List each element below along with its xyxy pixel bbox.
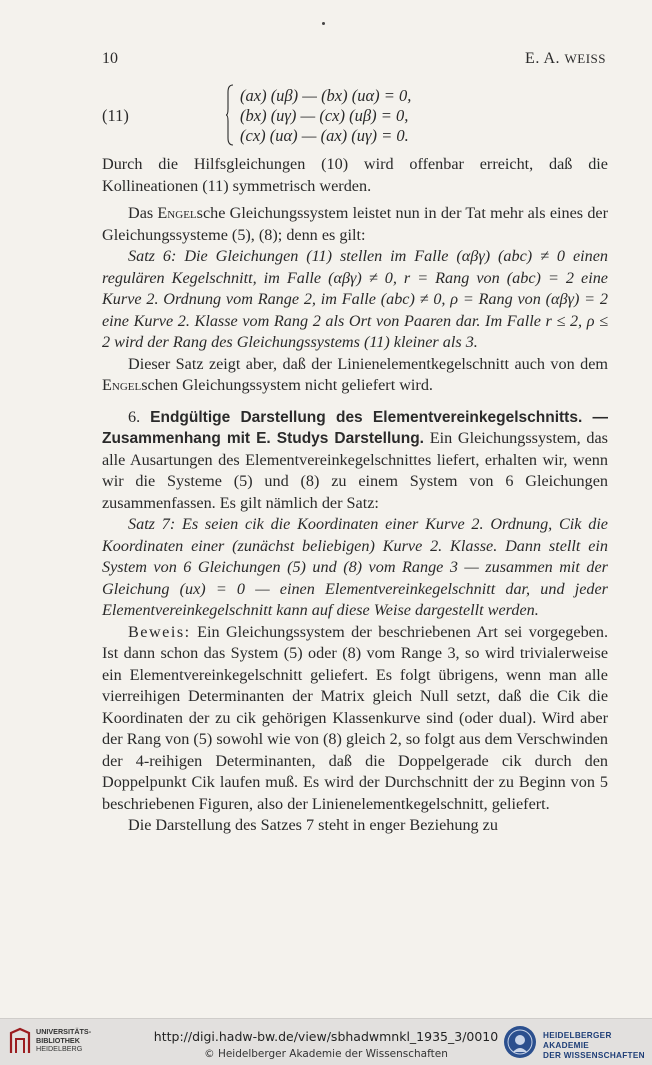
equation-label: (11)	[102, 106, 129, 125]
page-number: 10	[102, 50, 118, 67]
theorem-satz-6: Satz 6: Die Gleichungen (11) stellen im Falle (αβγ) (abc) ≠ 0 einen regulären Kegelschnitt, im Falle (αβγ) ≠ 0, r = Rang von (abc) = 2 eine Kurve 2. Ordnung vom Range 2, im Falle (abc) ≠ 0, ρ = Rang von (αβγ) = 2 eine Kurve 2. Klasse vom Rang 2 als Ort von Paaren dar. Im Falle r ≤ 2, ρ ≤ 2 wird der Rang des Gleichungssystems (11) kleiner als 3.	[102, 247, 608, 351]
running-head	[525, 50, 606, 68]
author-name: Engel	[102, 376, 142, 394]
section-6	[102, 407, 608, 515]
text-span: sche Gleichungssystem leistet nun in der Tat mehr als eines der Gleichungssysteme (5), (8); denn es gilt:	[102, 204, 608, 244]
theorem-satz-7: Satz 7: Es seien cik die Koordinaten einer Kurve 2. Ordnung, Cik die Koordinaten einer (zunächst beliebigen) Kurve 2. Klasse. Dann stellt ein System von 6 Gleichungen (5) und (8) vom Range 3 — zusammen mit der Gleichung (ux) = 0 — einen Elementvereinkegelschnitt dar, und jeder Elementvereinkegelschnitt kann auf diese Weise dargestellt werden.	[102, 515, 608, 619]
proof-text: Ein Gleichungssystem der beschriebenen Art sei vorgegeben. Ist dann schon das System (5) oder (8) vom Range 3, so wird trivialerweise ein Elementvereinkegelschnitt geliefert. Es folgt übrigens, wenn man alle vierreihigen Determinanten der Matrix gleich Null setzt, daß die Cik die Koordinaten der zu cik gehörigen Klassenkurve sind (oder dual). Wird aber der Rang von (5) sowohl wie von (8) gleich 2, so folgt aus dem Verschwinden der 4-reihigen Determinanten, daß die Doppelgerade cik durch den Doppelpunkt Cik laufen muß. Es wird der Durchschnitt der zu Beginn von 5 beschriebenen Figuren, also der Linienelementkegelschnitt, geliefert.	[102, 622, 608, 813]
academy-line-1: HEIDELBERGER AKADEMIE	[543, 1031, 612, 1050]
page-header	[102, 50, 606, 74]
section-title: Endgültige Darstellung des Elementvereinkegelschnitts. — Zusammenhang mit E. Studys Darstellung.	[102, 408, 609, 447]
equation-block-11	[102, 86, 522, 148]
left-brace-icon	[226, 84, 234, 146]
academy-name	[543, 1031, 652, 1061]
running-head-name: WEISS	[564, 51, 606, 66]
academy-seal-icon	[503, 1025, 537, 1059]
text-span: Das	[128, 204, 158, 222]
proof-label: Beweis:	[128, 622, 191, 641]
text-span: schen Gleichungssystem nicht geliefert wird.	[141, 376, 433, 394]
copyright-notice: © Heidelberger Akademie der Wissenschaften	[204, 1048, 448, 1060]
ub-line-2: BIBLIOTHEK	[36, 1035, 80, 1045]
proof-paragraph	[102, 622, 608, 816]
academy-line-2: DER WISSENSCHAFTEN	[543, 1051, 645, 1060]
body-text	[102, 154, 608, 837]
equation-line-3: (cx) (uα) — (ax) (uγ) = 0.	[240, 126, 409, 145]
paragraph-satz-remark	[102, 354, 608, 397]
paragraph-hilfsgleichungen: Durch die Hilfsgleichungen (10) wird offenbar erreicht, daß die Kollineationen (11) symmetrisch werden.	[102, 155, 608, 195]
author-name: Engel	[157, 204, 197, 222]
footer-bar	[0, 1018, 652, 1065]
ub-line-1: UNIVERSITÄTS-	[36, 1027, 92, 1036]
permalink-url[interactable]: http://digi.hadw-bw.de/view/sbhadwmnkl_1935_3/0010	[153, 1029, 499, 1044]
running-head-initials: E. A.	[525, 50, 565, 67]
ub-line-3: HEIDELBERG	[36, 1044, 83, 1053]
text-span: Dieser Satz zeigt aber, daß der Linienelementkegelschnitt auch von dem	[128, 354, 608, 373]
section-number: 6.	[128, 407, 151, 426]
section-text: Ein Gleichungssystem, das alle Ausartungen des Elementvereinkegelschnittes liefert, erhalten wir, wenn wir die Systeme (5) und (8) zu einem System von 6 Gleichungen zusammenfassen. Es gilt nämlich der Satz:	[102, 429, 608, 512]
paragraph-engel-system	[102, 203, 608, 246]
equation-line-2: (bx) (uγ) — (cx) (uβ) = 0,	[240, 106, 409, 125]
speck-mark	[322, 22, 325, 25]
paragraph-last: Die Darstellung des Satzes 7 steht in enger Beziehung zu	[128, 816, 498, 834]
equation-line-1: (ax) (uβ) — (bx) (uα) = 0,	[240, 86, 412, 105]
